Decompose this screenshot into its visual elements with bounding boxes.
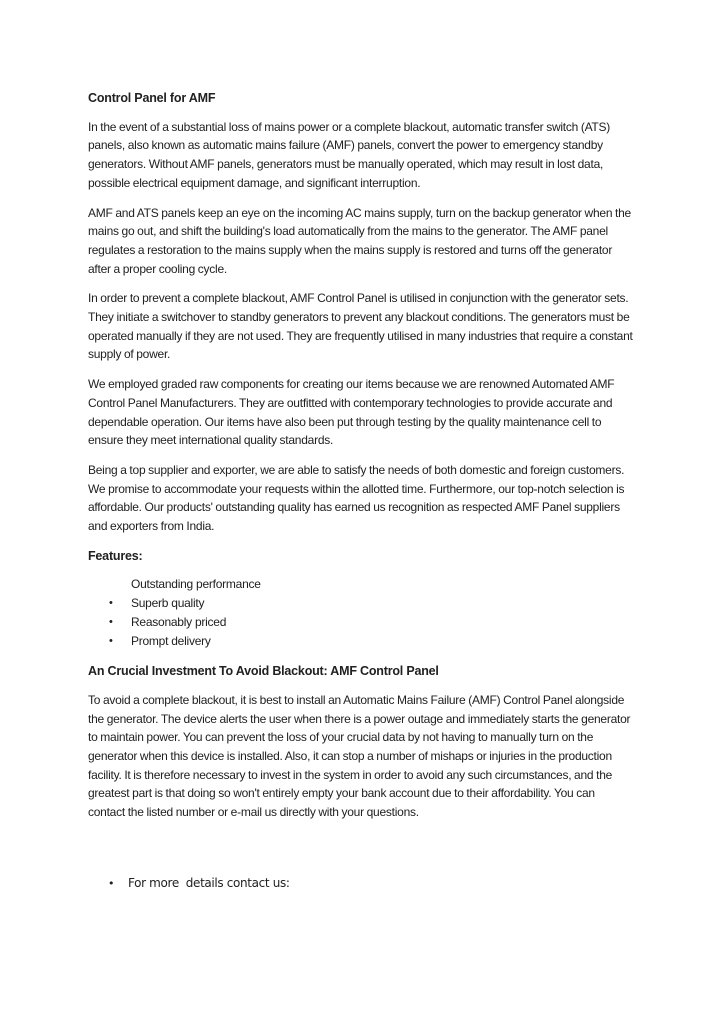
paragraph-prevention: In order to prevent a complete blackout, AMF Control Panel is utilised in conjunction with the generator sets. They initiate a switchover to standby generators to prevent any blackout conditions. The generators must be operated manually if they are not used. They are frequently utilised in many industries that require a constant supply of power.: [88, 291, 633, 362]
contact-label: For more details contact us:: [128, 875, 290, 890]
features-heading: Features:: [88, 548, 143, 563]
paragraph-manufacturing: We employed graded raw components for creating our items because we are renowned Automated AMF Control Panel Manufacturers. They are outfitted with contemporary technologies to provide accurate and dependable operation. Our items have also been put through testing by the quality maintenance cell to ensure they meet international quality standards.: [88, 377, 615, 448]
list-item: [88, 594, 633, 613]
paragraph-supplier: Being a top supplier and exporter, we are able to satisfy the needs of both domestic and foreign customers. We promise to accommodate your requests within the allotted time. Furthermore, our top-notch selection is affordable. Our products' outstanding quality has earned us recognition as respected AMF Panel suppliers and exporters from India.: [88, 462, 625, 534]
list-item-label: Outstanding performance: [131, 577, 261, 592]
bullet-icon: •: [109, 597, 113, 610]
list-item: [88, 632, 633, 651]
features-list: [88, 575, 633, 651]
investment-heading: An Crucial Investment To Avoid Blackout: AMF Control Panel: [88, 664, 439, 679]
bullet-icon: •: [109, 616, 113, 629]
bullet-icon: •: [109, 635, 113, 648]
paragraph-intro: In the event of a substantial loss of mains power or a complete blackout, automatic transfer switch (ATS) panels, also known as automatic mains failure (AMF) panels, convert the power to emergency standby generators. Without AMF panels, generators must be manually operated, which may result in lost data, possible electrical equipment damage, and significant interruption.: [88, 119, 611, 190]
list-item-label: Prompt delivery: [131, 634, 211, 649]
list-item-label: Reasonably priced: [131, 615, 227, 630]
contact-line: [88, 874, 633, 893]
list-item: [88, 613, 633, 632]
paragraph-monitoring: AMF and ATS panels keep an eye on the incoming AC mains supply, turn on the backup generator when the mains go out, and shift the building's load automatically from the mains to the generator. The AMF panel regulates a restoration to the mains supply when the mains supply is restored and turns off the generator after a proper cooling cycle.: [88, 205, 631, 276]
list-item: [88, 575, 633, 594]
doc-title: Control Panel for AMF: [88, 91, 216, 105]
bullet-icon: •: [108, 876, 115, 890]
list-item-label: Superb quality: [131, 596, 205, 611]
paragraph-investment: To avoid a complete blackout, it is best to install an Automatic Mains Failure (AMF) Control Panel alongside the generator. The device alerts the user when there is a power outage and immediately starts the generator to maintain power. You can prevent the loss of your crucial data by not having to manually turn on the generator when this device is installed. Also, it can stop a number of mishaps or injuries in the production facility. It is therefore necessary to invest in the system in order to avoid any such circumstances, and the greatest part is that doing so won't entirely empty your bank account due to their affordability. You can contact the listed number or e-mail us directly with your questions.: [88, 692, 631, 820]
